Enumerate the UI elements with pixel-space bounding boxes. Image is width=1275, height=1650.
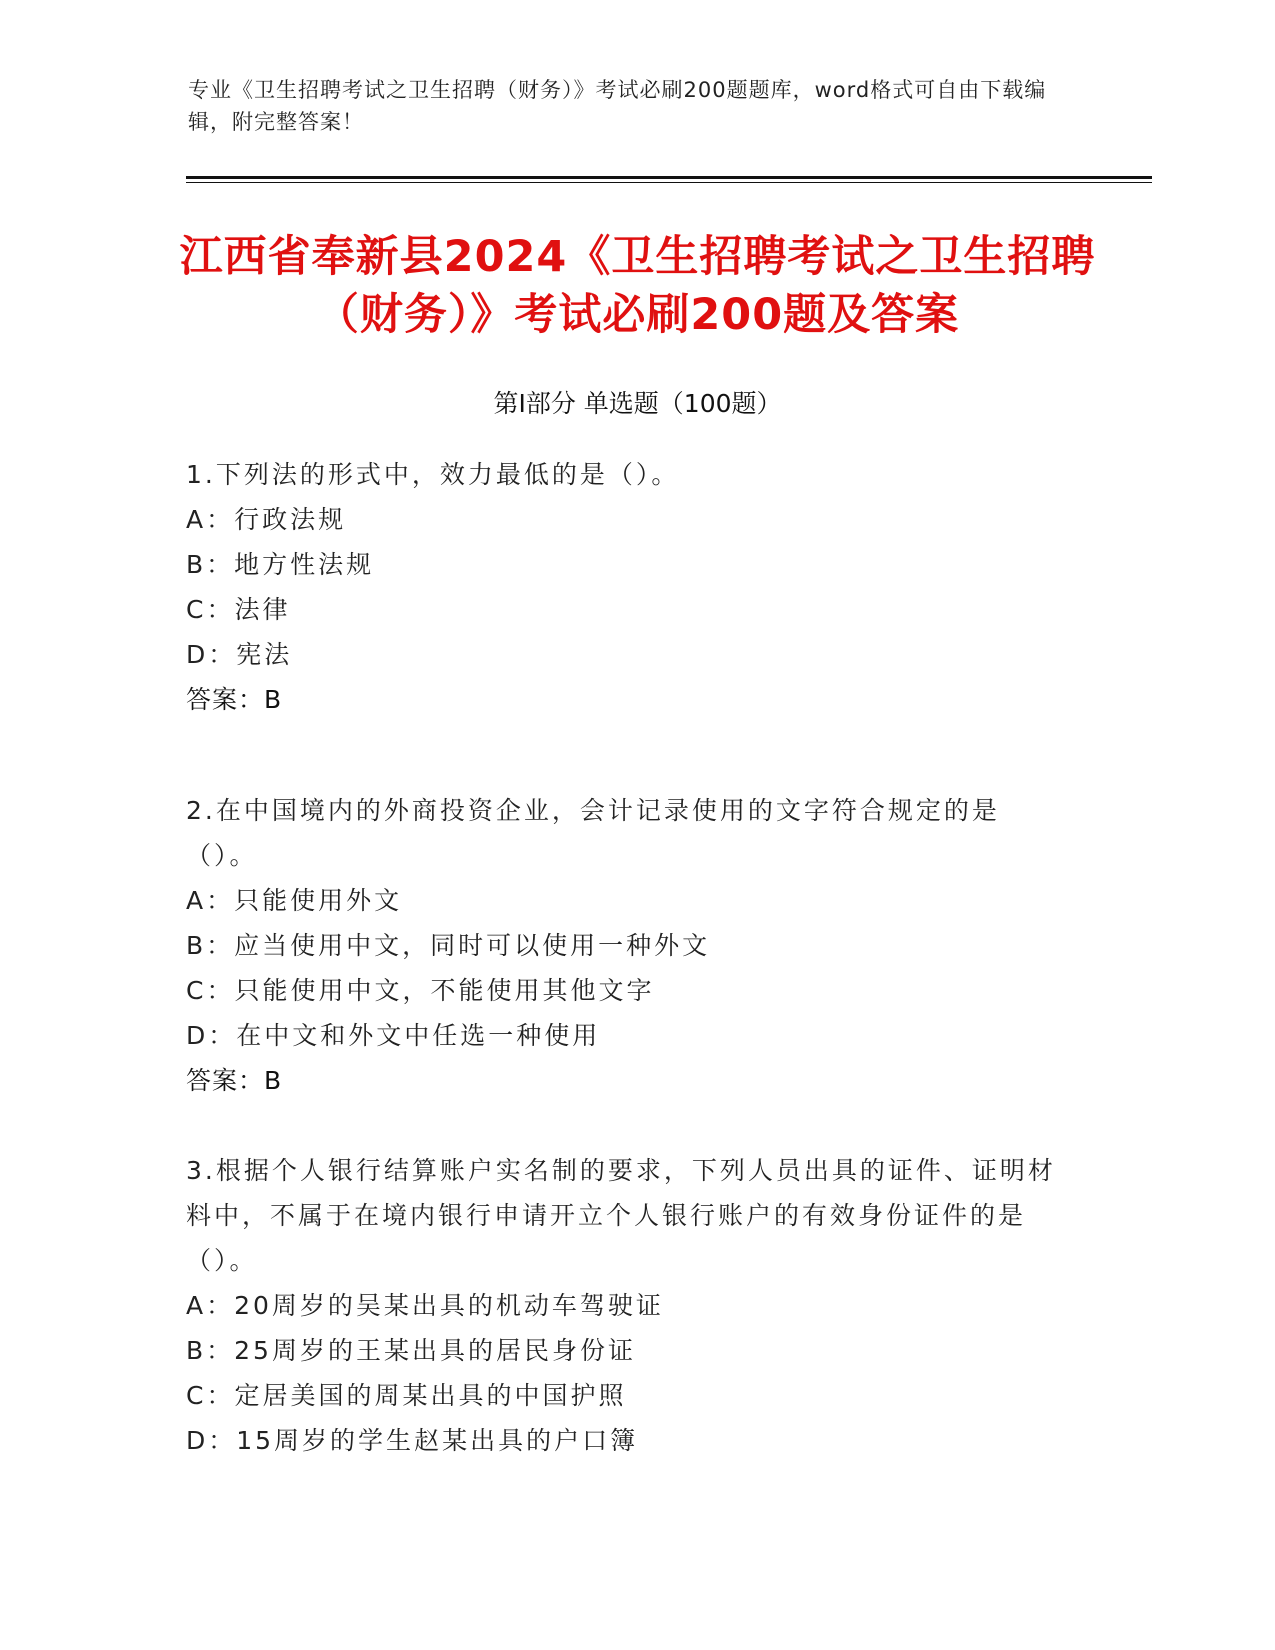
option-c: C：法律 <box>186 595 291 624</box>
question-3 <box>186 1148 1066 1463</box>
question-stem: 1.下列法的形式中，效力最低的是（）。 <box>186 460 680 489</box>
option-c: C：定居美国的周某出具的中国护照 <box>186 1381 627 1410</box>
document-title: 江西省奉新县2024《卫生招聘考试之卫生招聘（财务）》考试必刷200题及答案 <box>179 232 1096 340</box>
option-b: B：地方性法规 <box>186 550 375 579</box>
option-d: D：15周岁的学生赵某出具的户口簿 <box>186 1426 639 1455</box>
option-d: D：宪法 <box>186 640 293 669</box>
question-stem: 3.根据个人银行结算账户实名制的要求，下列人员出具的证件、证明材料中，不属于在境内银行申请开立个人银行账户的有效身份证件的是（）。 <box>186 1156 1056 1275</box>
header-rule-thin <box>186 182 1152 183</box>
header-rule-thick <box>186 176 1152 179</box>
header-note: 专业《卫生招聘考试之卫生招聘（财务）》考试必刷200题题库，word格式可自由下载编辑，附完整答案！ <box>188 78 1047 134</box>
option-b: B：应当使用中文，同时可以使用一种外文 <box>186 931 711 960</box>
option-a: A：行政法规 <box>186 505 347 534</box>
section-heading: 第I部分 单选题（100题） <box>493 389 782 418</box>
question-stem: 2.在中国境内的外商投资企业，会计记录使用的文字符合规定的是（）。 <box>186 796 1000 870</box>
option-c: C：只能使用中文，不能使用其他文字 <box>186 976 655 1005</box>
option-a: A：只能使用外文 <box>186 886 403 915</box>
question-2 <box>186 788 1066 1103</box>
answer: 答案：B <box>186 1066 283 1095</box>
option-b: B：25周岁的王某出具的居民身份证 <box>186 1336 636 1365</box>
option-d: D：在中文和外文中任选一种使用 <box>186 1021 601 1050</box>
question-1 <box>186 452 1066 722</box>
answer: 答案：B <box>186 685 283 714</box>
option-a: A：20周岁的吴某出具的机动车驾驶证 <box>186 1291 664 1320</box>
